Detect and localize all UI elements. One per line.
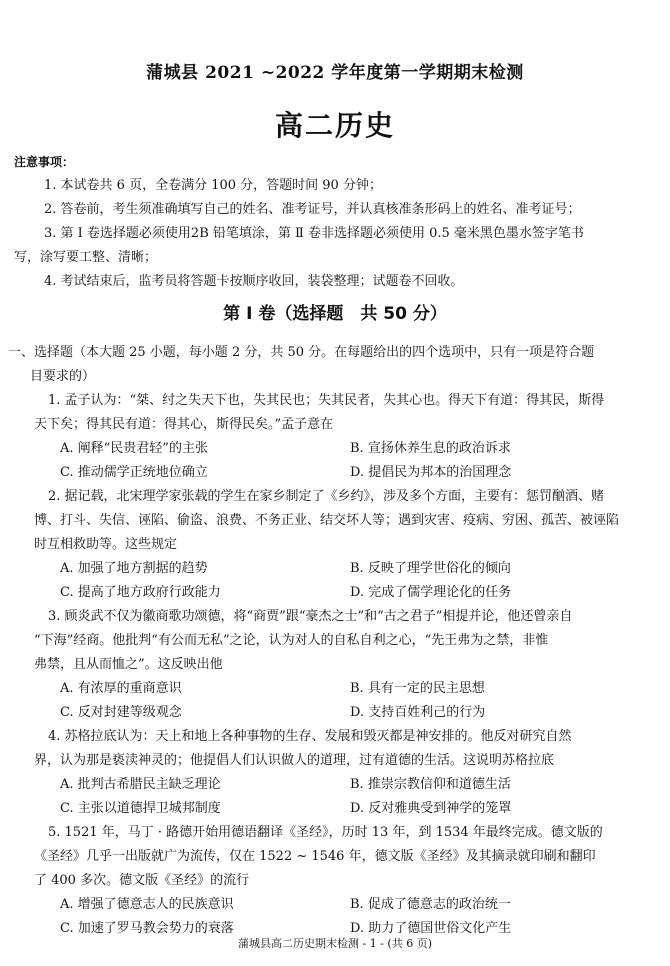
- option-c[interactable]: C. 主张以道德捍卫城邦制度: [60, 801, 221, 816]
- question-options: [8, 437, 659, 485]
- option-c[interactable]: C. 推动儒学正统地位确立: [60, 465, 208, 480]
- notice-item-3-continued: 写，涂写要工整、清晰；: [14, 250, 158, 265]
- section-title: 第 Ⅰ 卷（选择题 共 50 分）: [223, 304, 447, 324]
- question-stem-line: 2. 据记载，北宋理学家张载的学生在家乡制定了《乡约》，涉及多个方面，主要有：惩罚酗酒、赌: [48, 489, 605, 504]
- option-c[interactable]: C. 加速了罗马教会势力的衰落: [60, 921, 234, 936]
- question-stem: [8, 821, 659, 893]
- question-stem: [8, 485, 659, 557]
- question-5: [8, 821, 659, 941]
- part-intro-line-1: 一、选择题（本大题 25 小题，每小题 2 分，共 50 分。在每题给出的四个选项中，只有一项是符合题: [8, 345, 595, 360]
- option-b[interactable]: B. 宣扬休养生息的政治诉求: [350, 441, 511, 456]
- question-stem: [8, 389, 659, 437]
- option-a[interactable]: A. 阐释“民贵君轻”的主张: [60, 441, 208, 456]
- exam-title: 蒲城县 2021 ~2022 学年度第一学期期末检测: [146, 63, 524, 83]
- option-b[interactable]: B. 反映了理学世俗化的倾向: [350, 561, 511, 576]
- question-stem-line: 5. 1521 年，马丁 · 路德开始用德语翻译《圣经》，历时 13 年，到 1534 年最终完成。德文版的: [48, 825, 603, 840]
- question-options: [8, 677, 659, 725]
- notice-item-4: 4. 考试结束后，监考员将答题卡按顺序收回，装袋整理；试题卷不回收。: [44, 274, 464, 289]
- question-stem: [8, 725, 659, 773]
- question-stem-line: 时互相救助等。这些规定: [34, 537, 178, 552]
- part-multiple-choice: [8, 341, 659, 941]
- notice-item-3: 3. 第 Ⅰ 卷选择题必须使用2B 铅笔填涂，第 Ⅱ 卷非选择题必须使用 0.5 毫米黑色墨水签字笔书: [44, 226, 584, 241]
- question-1: [8, 389, 659, 485]
- question-4: [8, 725, 659, 821]
- option-c[interactable]: C. 反对封建等级观念: [60, 705, 182, 720]
- question-stem-line: 博、打斗、失信、诬陷、偷盗、浪费、不务正业、结交坏人等；遇到灾害、疫病、穷困、孤苦、被诬陷: [34, 513, 620, 528]
- question-stem-line: 3. 顾炎武不仅为徽商歌功颂德，将“商贾”跟“豪杰之士”和“古之君子”相提并论，他还曾亲自: [48, 609, 573, 624]
- option-a[interactable]: A. 增强了德意志人的民族意识: [60, 897, 234, 912]
- question-stem: [8, 605, 659, 677]
- question-2: [8, 485, 659, 605]
- option-d[interactable]: D. 完成了儒学理论化的任务: [350, 585, 512, 600]
- question-options: [8, 893, 659, 941]
- question-stem-line: 《圣经》几乎一出版就广为流传，仅在 1522 ~ 1546 年，德文版《圣经》及其摘录就印刷和翻印: [34, 849, 596, 864]
- option-d[interactable]: D. 助力了德国世俗文化产生: [350, 921, 512, 936]
- option-d[interactable]: D. 反对雅典受到神学的笼罩: [350, 801, 512, 816]
- question-stem-line: 4. 苏格拉底认为：天上和地上各种事物的生存、发展和毁灭都是神安排的。他反对研究自然: [48, 729, 572, 744]
- option-b[interactable]: B. 推崇宗教信仰和道德生活: [350, 777, 511, 792]
- option-a[interactable]: A. 加强了地方割据的趋势: [60, 561, 208, 576]
- notice-item-2: 2. 答卷前，考生须准确填写自己的姓名、准考证号，并认真核准条形码上的姓名、准考证号；: [44, 202, 581, 217]
- question-stem-line: “下海”经商。他批判“有公而无私”之论，认为对人的自私自利之心，“先王弗为之禁，非惟: [34, 633, 549, 648]
- part-intro: [8, 341, 659, 389]
- page-footer: 蒲城县高二历史期末检测 - 1 - (共 6 页): [238, 937, 432, 950]
- notice-block: [14, 150, 659, 294]
- notice-heading: 注意事项：: [14, 155, 75, 169]
- question-options: [8, 557, 659, 605]
- subject-title: 高二历史: [274, 109, 395, 142]
- option-a[interactable]: A. 批判古希腊民主缺乏理论: [60, 777, 221, 792]
- question-stem-line: 天下矣；得其民有道：得其心，斯得民矣。”孟子意在: [34, 417, 334, 432]
- question-3: [8, 605, 659, 725]
- question-stem-line: 弗禁，且从而恤之”。这反映出他: [34, 657, 223, 672]
- part-intro-line-2: 目要求的）: [30, 369, 96, 384]
- option-a[interactable]: A. 有浓厚的重商意识: [60, 681, 182, 696]
- option-b[interactable]: B. 促成了德意志的政治统一: [350, 897, 511, 912]
- option-b[interactable]: B. 具有一定的民主思想: [350, 681, 485, 696]
- question-stem-line: 了 400 多次。德文版《圣经》的流行: [34, 873, 250, 888]
- question-stem-line: 1. 孟子认为：“桀、纣之失天下也，失其民也；失其民者，失其心也。得天下有道：得其民，斯得: [48, 393, 605, 408]
- notice-item-1: 1. 本试卷共 6 页，全卷满分 100 分，答题时间 90 分钟；: [44, 178, 382, 193]
- option-d[interactable]: D. 提倡民为邦本的治国理念: [350, 465, 512, 480]
- option-d[interactable]: D. 支持百姓利己的行为: [350, 705, 486, 720]
- option-c[interactable]: C. 提高了地方政府行政能力: [60, 585, 221, 600]
- question-stem-line: 界，认为那是亵渎神灵的；他提倡人们认识做人的道理，过有道德的生活。这说明苏格拉底: [34, 753, 555, 768]
- question-options: [8, 773, 659, 821]
